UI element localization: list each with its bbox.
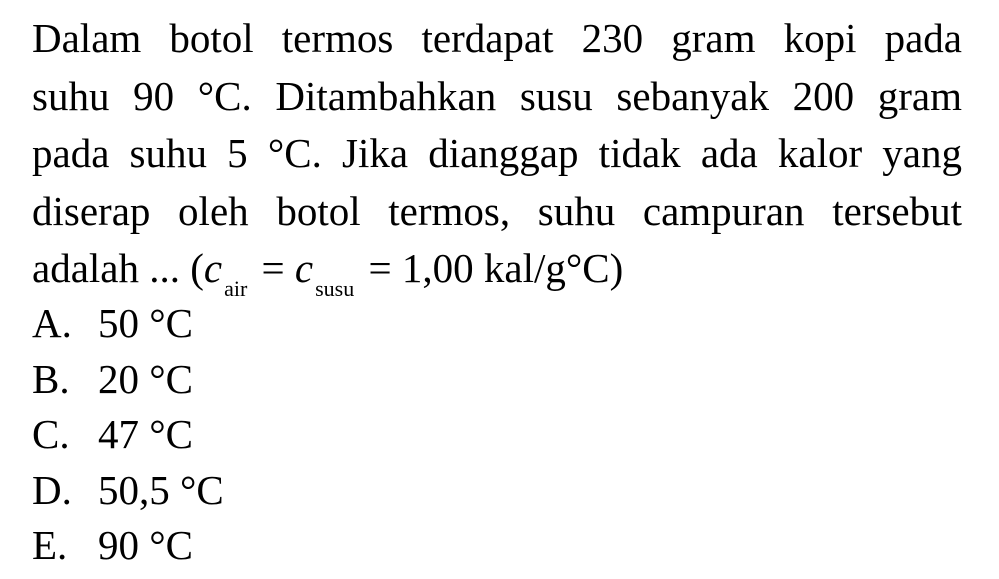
specific-heat-water-subscript: air	[224, 276, 248, 301]
option-letter: A.	[32, 300, 72, 346]
option-b[interactable]	[32, 352, 224, 408]
option-d[interactable]	[32, 463, 224, 519]
option-value: 20 °C	[98, 355, 193, 402]
option-letter: C.	[32, 411, 70, 457]
option-c[interactable]	[32, 407, 224, 463]
option-value: 47 °C	[98, 411, 193, 457]
option-e[interactable]	[32, 518, 224, 574]
question-line-5	[32, 240, 962, 304]
answer-options	[32, 296, 224, 574]
specific-heat-value: = 1,00 kal/g°C)	[358, 245, 624, 291]
specific-heat-milk-subscript: susu	[315, 276, 355, 301]
question-line-4: diserap oleh botol termos, suhu campuran tersebut	[32, 187, 962, 234]
option-value: 50,5 °C	[98, 466, 224, 513]
option-letter: D.	[32, 466, 72, 513]
equals-sign: =	[251, 245, 295, 291]
option-letter: E.	[32, 522, 68, 568]
question-line-5-prefix: adalah ... (	[32, 245, 204, 291]
question-line-2: suhu 90 °C. Ditambahkan susu sebanyak 200 gram	[32, 72, 962, 119]
question-text	[32, 10, 962, 304]
specific-heat-milk-symbol: c	[294, 245, 314, 291]
option-a[interactable]	[32, 296, 224, 352]
question-line-1: Dalam botol termos terdapat 230 gram kopi pada	[32, 15, 962, 61]
option-letter: B.	[32, 355, 70, 402]
option-value: 50 °C	[98, 300, 193, 346]
question-line-3: pada suhu 5 °C. Jika dianggap tidak ada kalor yang	[32, 130, 962, 176]
specific-heat-water-symbol: c	[203, 245, 223, 291]
option-value: 90 °C	[98, 522, 193, 568]
